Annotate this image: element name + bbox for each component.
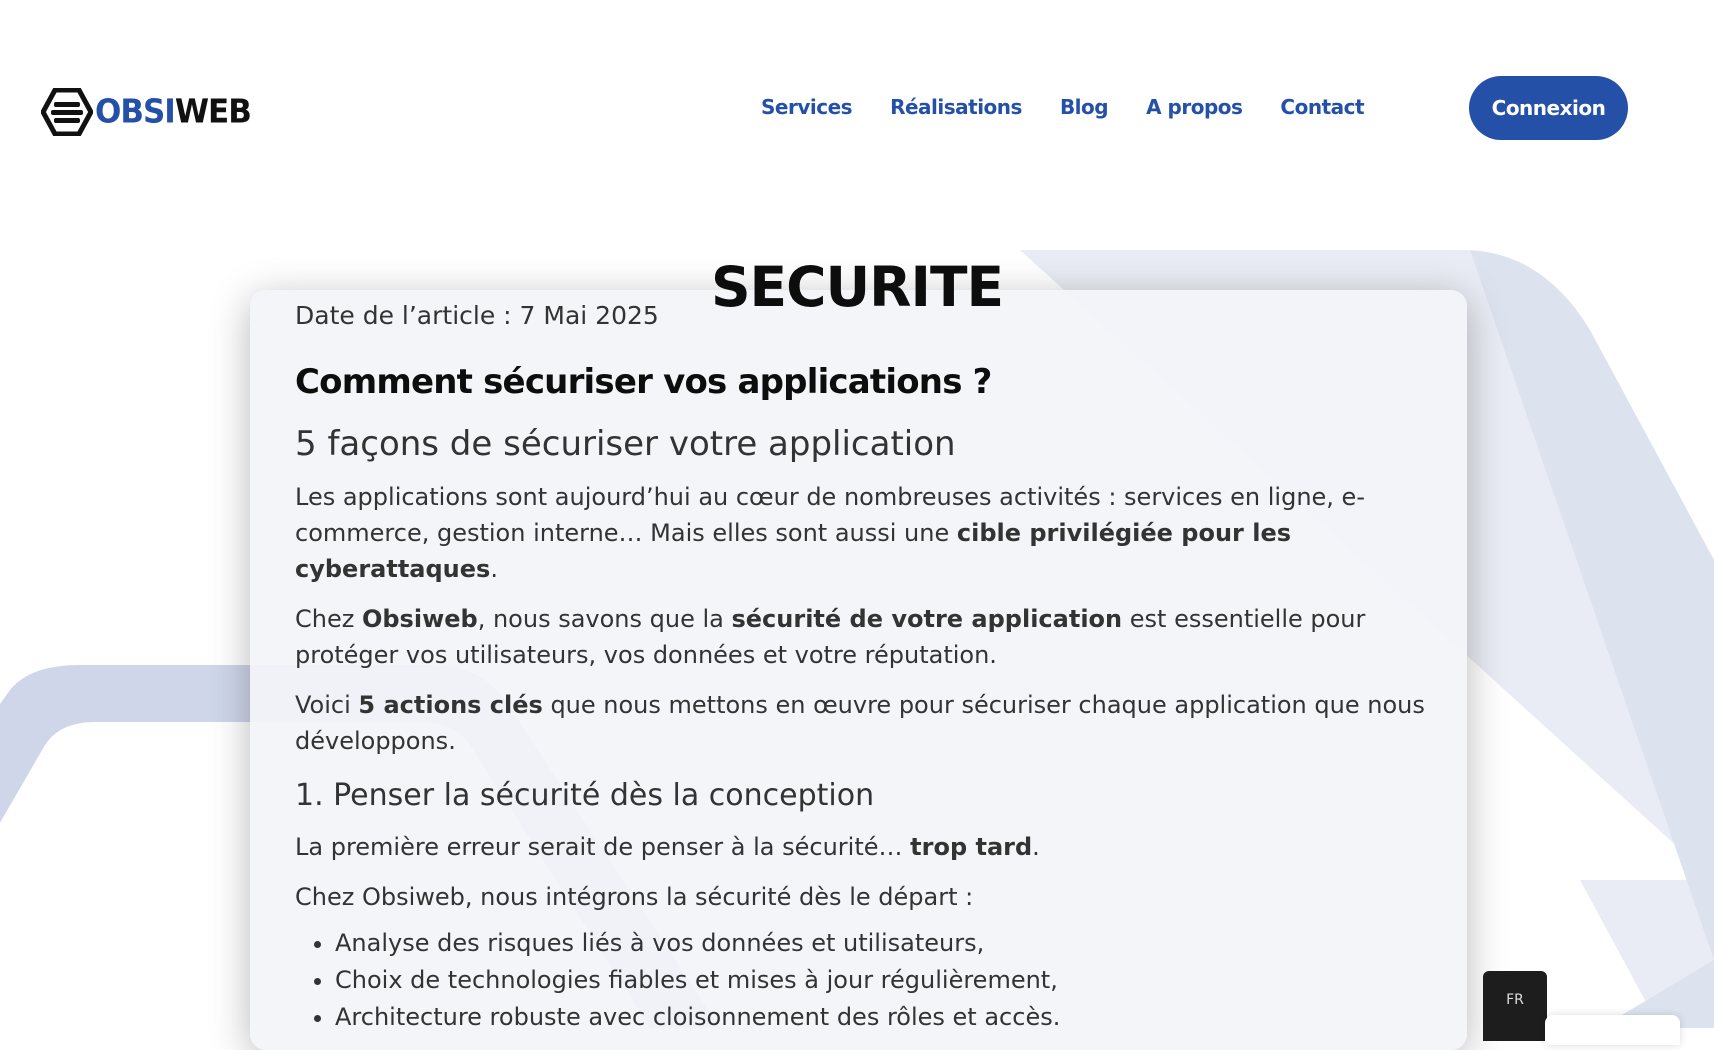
logo-wordmark: OBSIWEB <box>95 93 251 131</box>
nav-blog[interactable]: Blog <box>1059 95 1109 119</box>
list-item: • Choix de technologies fiables et mises à jour régulièrement, <box>335 962 1435 999</box>
article-date: Date de l’article : 7 Mai 2025 <box>295 301 659 330</box>
nav-services[interactable]: Services <box>761 95 853 119</box>
nav-contact[interactable]: Contact <box>1280 95 1365 119</box>
list-item: • Analyse des risques liés à vos données et utilisateurs, <box>335 925 1435 962</box>
nav-a-propos[interactable]: A propos <box>1146 95 1243 119</box>
list-item: • Architecture robuste avec cloisonnement des rôles et accès. <box>335 999 1435 1036</box>
article-subtitle: 5 façons de sécuriser votre application <box>295 424 956 464</box>
section-title-1: 1. Penser la sécurité dès la conception <box>295 778 875 813</box>
site-header <box>0 0 1714 215</box>
paragraph-integration: Chez Obsiweb, nous intégrons la sécurité dès le départ : <box>295 883 974 911</box>
language-switcher[interactable]: FR <box>1483 971 1547 1041</box>
article-content <box>295 290 1435 1036</box>
article-title: Comment sécuriser vos applications ? <box>295 362 992 402</box>
page-title: SECURITE <box>710 255 1004 319</box>
security-list <box>295 925 1435 1036</box>
connexion-button[interactable]: Connexion <box>1469 76 1628 140</box>
paragraph-intro: Les applications sont aujourd’hui au cœur de nombreuses activités : services en ligne, e-commerce, gestion interne… Mais elles sont aussi une cible privilégiée pour les cyberattaques. <box>295 483 1365 583</box>
paragraph-obsiweb: Chez Obsiweb, nous savons que la sécurité de votre application est essentielle pour protéger vos utilisateurs, vos données et votre réputation. <box>295 605 1366 669</box>
paragraph-first-error: La première erreur serait de penser à la sécurité… trop tard. <box>295 833 1040 861</box>
main-nav <box>761 95 1402 119</box>
nav-realisations[interactable]: Réalisations <box>890 95 1022 119</box>
obsiweb-logo[interactable] <box>41 88 251 136</box>
corner-widget[interactable] <box>1545 1015 1680 1045</box>
paragraph-actions: Voici 5 actions clés que nous mettons en œuvre pour sécuriser chaque application que nous développons. <box>295 691 1425 755</box>
hexagon-logo-icon <box>41 88 93 136</box>
article-card <box>250 290 1467 1050</box>
